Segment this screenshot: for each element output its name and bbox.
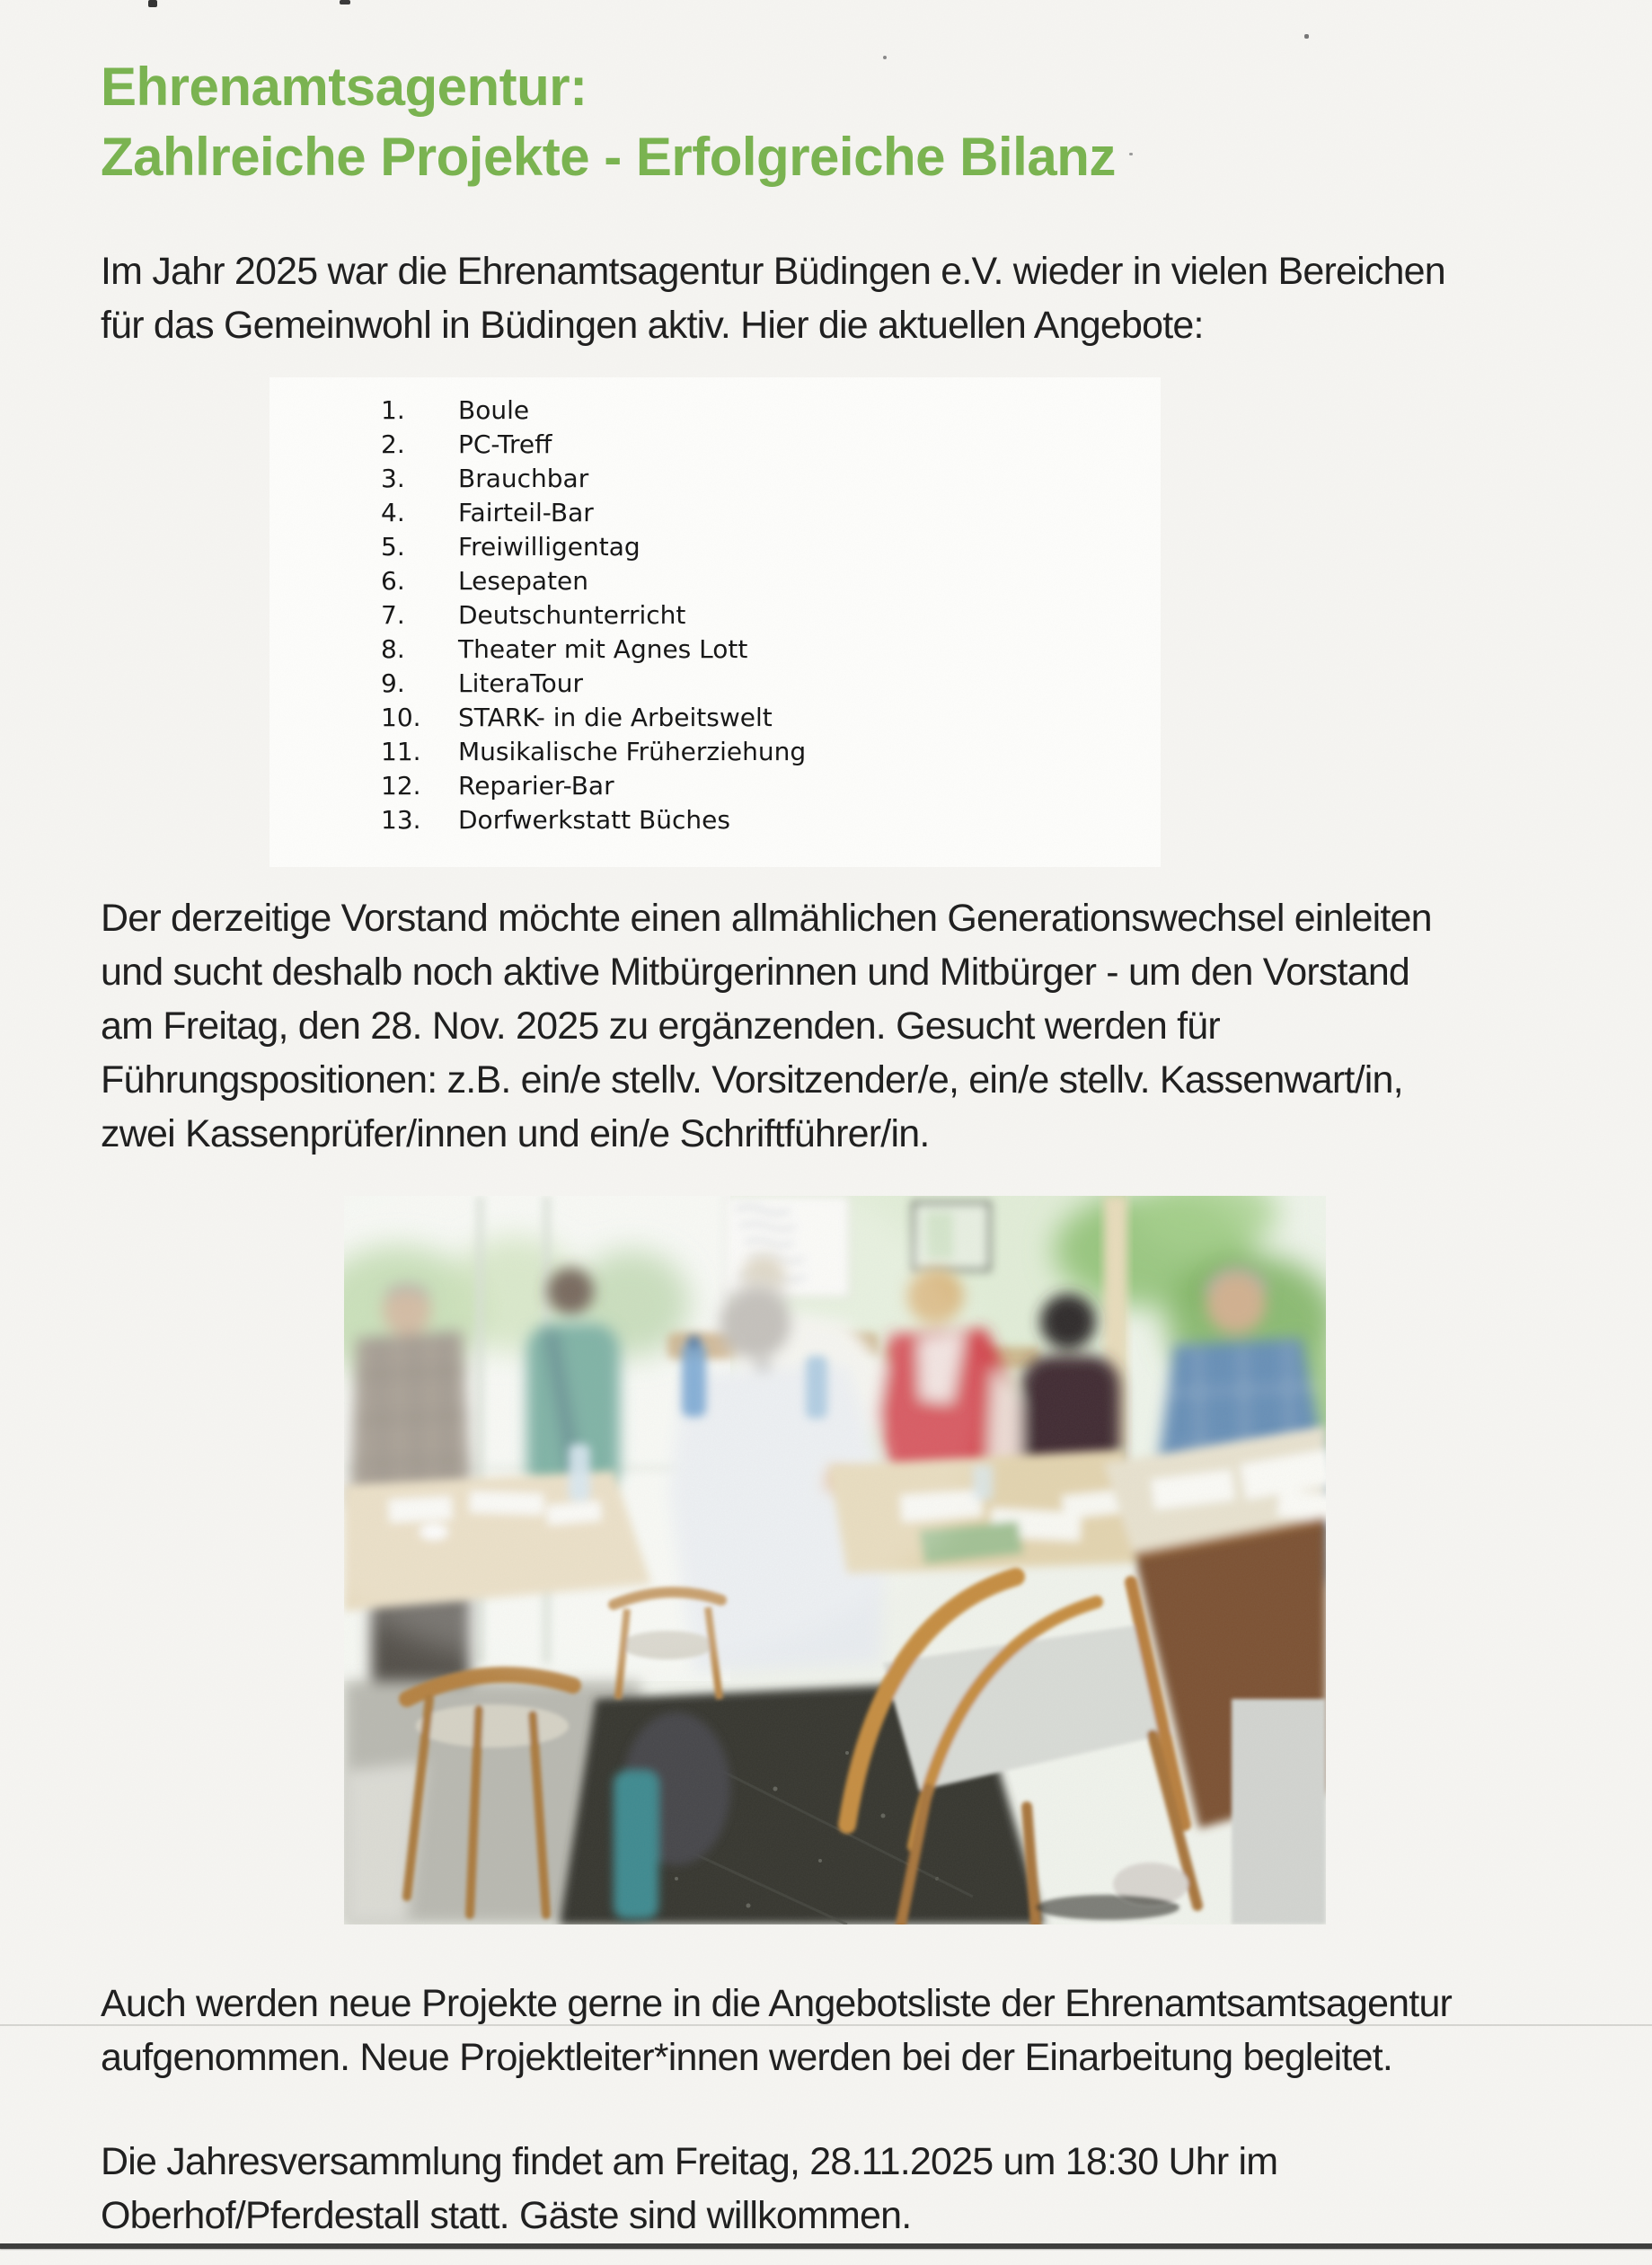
scan-speck bbox=[340, 0, 350, 4]
vorstand-line-5: zwei Kassenprüfer/innen und ein/e Schriftführer/in. bbox=[101, 1112, 930, 1155]
project-label: Theater mit Agnes Lott bbox=[458, 634, 748, 664]
project-list-block bbox=[269, 377, 1161, 867]
project-number: 3. bbox=[381, 464, 405, 493]
project-label: Freiwilligentag bbox=[458, 532, 640, 562]
vorstand-line-1: Der derzeitige Vorstand möchte einen allmählichen Generationswechsel einleiten bbox=[101, 897, 1432, 940]
projekte-hinweis-line-1: Auch werden neue Projekte gerne in die Angebotsliste der Ehrenamtsamtsagentur bbox=[101, 1982, 1453, 2025]
project-label: Musikalische Früherziehung bbox=[458, 737, 807, 766]
project-number: 10. bbox=[381, 703, 421, 732]
project-number: 11. bbox=[381, 737, 421, 766]
projekte-hinweis-line-2: aufgenommen. Neue Projektleiter*innen werden bei der Einarbeitung begleitet. bbox=[101, 2036, 1392, 2079]
project-number: 13. bbox=[381, 805, 421, 835]
scan-speck bbox=[148, 0, 157, 7]
vorstand-line-4: Führungspositionen: z.B. ein/e stellv. Vorsitzender/e, ein/e stellv. Kassenwart/in, bbox=[101, 1058, 1403, 1102]
projekte-hinweis-paragraph bbox=[101, 1977, 1452, 2084]
project-row bbox=[381, 633, 806, 667]
project-row bbox=[381, 701, 806, 735]
project-row bbox=[381, 667, 806, 701]
project-label: Reparier-Bar bbox=[458, 771, 614, 801]
project-label: Lesepaten bbox=[458, 566, 589, 596]
project-label: Dorfwerkstatt Büches bbox=[458, 805, 730, 835]
project-row bbox=[381, 564, 806, 598]
project-label: STARK- in die Arbeitswelt bbox=[458, 703, 773, 732]
project-row bbox=[381, 735, 806, 769]
project-number: 9. bbox=[381, 668, 405, 698]
meeting-photo-scene bbox=[344, 1196, 1326, 1924]
project-label: Deutschunterricht bbox=[458, 600, 686, 630]
vorstand-line-3: am Freitag, den 28. Nov. 2025 zu ergänzenden. Gesucht werden für bbox=[101, 1004, 1220, 1048]
intro-line-1: Im Jahr 2025 war die Ehrenamtsagentur Büdingen e.V. wieder in vielen Bereichen bbox=[101, 250, 1445, 293]
page-title-line-2: Zahlreiche Projekte - Erfolgreiche Bilanz bbox=[101, 127, 1116, 187]
page-title bbox=[101, 52, 1116, 192]
versammlung-line-2: Oberhof/Pferdestall statt. Gäste sind willkommen. bbox=[101, 2194, 912, 2237]
project-number: 6. bbox=[381, 566, 405, 596]
project-number: 1. bbox=[381, 395, 405, 425]
project-number: 5. bbox=[381, 532, 405, 562]
project-number: 8. bbox=[381, 634, 405, 664]
scan-speck bbox=[1304, 34, 1309, 39]
project-row bbox=[381, 598, 806, 633]
project-row bbox=[381, 769, 806, 803]
meeting-photo bbox=[344, 1196, 1326, 1924]
scan-edge-line bbox=[0, 2243, 1652, 2249]
scan-speck bbox=[1129, 153, 1133, 155]
page-title-line-1: Ehrenamtsagentur: bbox=[101, 57, 587, 117]
project-label: Boule bbox=[458, 395, 530, 425]
versammlung-paragraph bbox=[101, 2135, 1277, 2243]
project-label: Brauchbar bbox=[458, 464, 589, 493]
project-label: Fairteil-Bar bbox=[458, 498, 594, 527]
intro-line-2: für das Gemeinwohl in Büdingen aktiv. Hier die aktuellen Angebote: bbox=[101, 304, 1204, 347]
project-row bbox=[381, 428, 806, 462]
project-number: 7. bbox=[381, 600, 405, 630]
project-row bbox=[381, 394, 806, 428]
project-row bbox=[381, 803, 806, 837]
vorstand-paragraph bbox=[101, 891, 1432, 1161]
photo-grain bbox=[344, 1196, 1326, 1924]
project-list bbox=[381, 394, 806, 837]
project-label: LiteraTour bbox=[458, 668, 583, 698]
vorstand-line-2: und sucht deshalb noch aktive Mitbürgerinnen und Mitbürger - um den Vorstand bbox=[101, 951, 1410, 994]
project-row bbox=[381, 496, 806, 530]
intro-paragraph bbox=[101, 244, 1445, 352]
project-row bbox=[381, 530, 806, 564]
project-label: PC-Treff bbox=[458, 429, 552, 459]
project-number: 4. bbox=[381, 498, 405, 527]
project-number: 12. bbox=[381, 771, 421, 801]
project-row bbox=[381, 462, 806, 496]
versammlung-line-1: Die Jahresversammlung findet am Freitag, 28.11.2025 um 18:30 Uhr im bbox=[101, 2140, 1278, 2183]
project-number: 2. bbox=[381, 429, 405, 459]
